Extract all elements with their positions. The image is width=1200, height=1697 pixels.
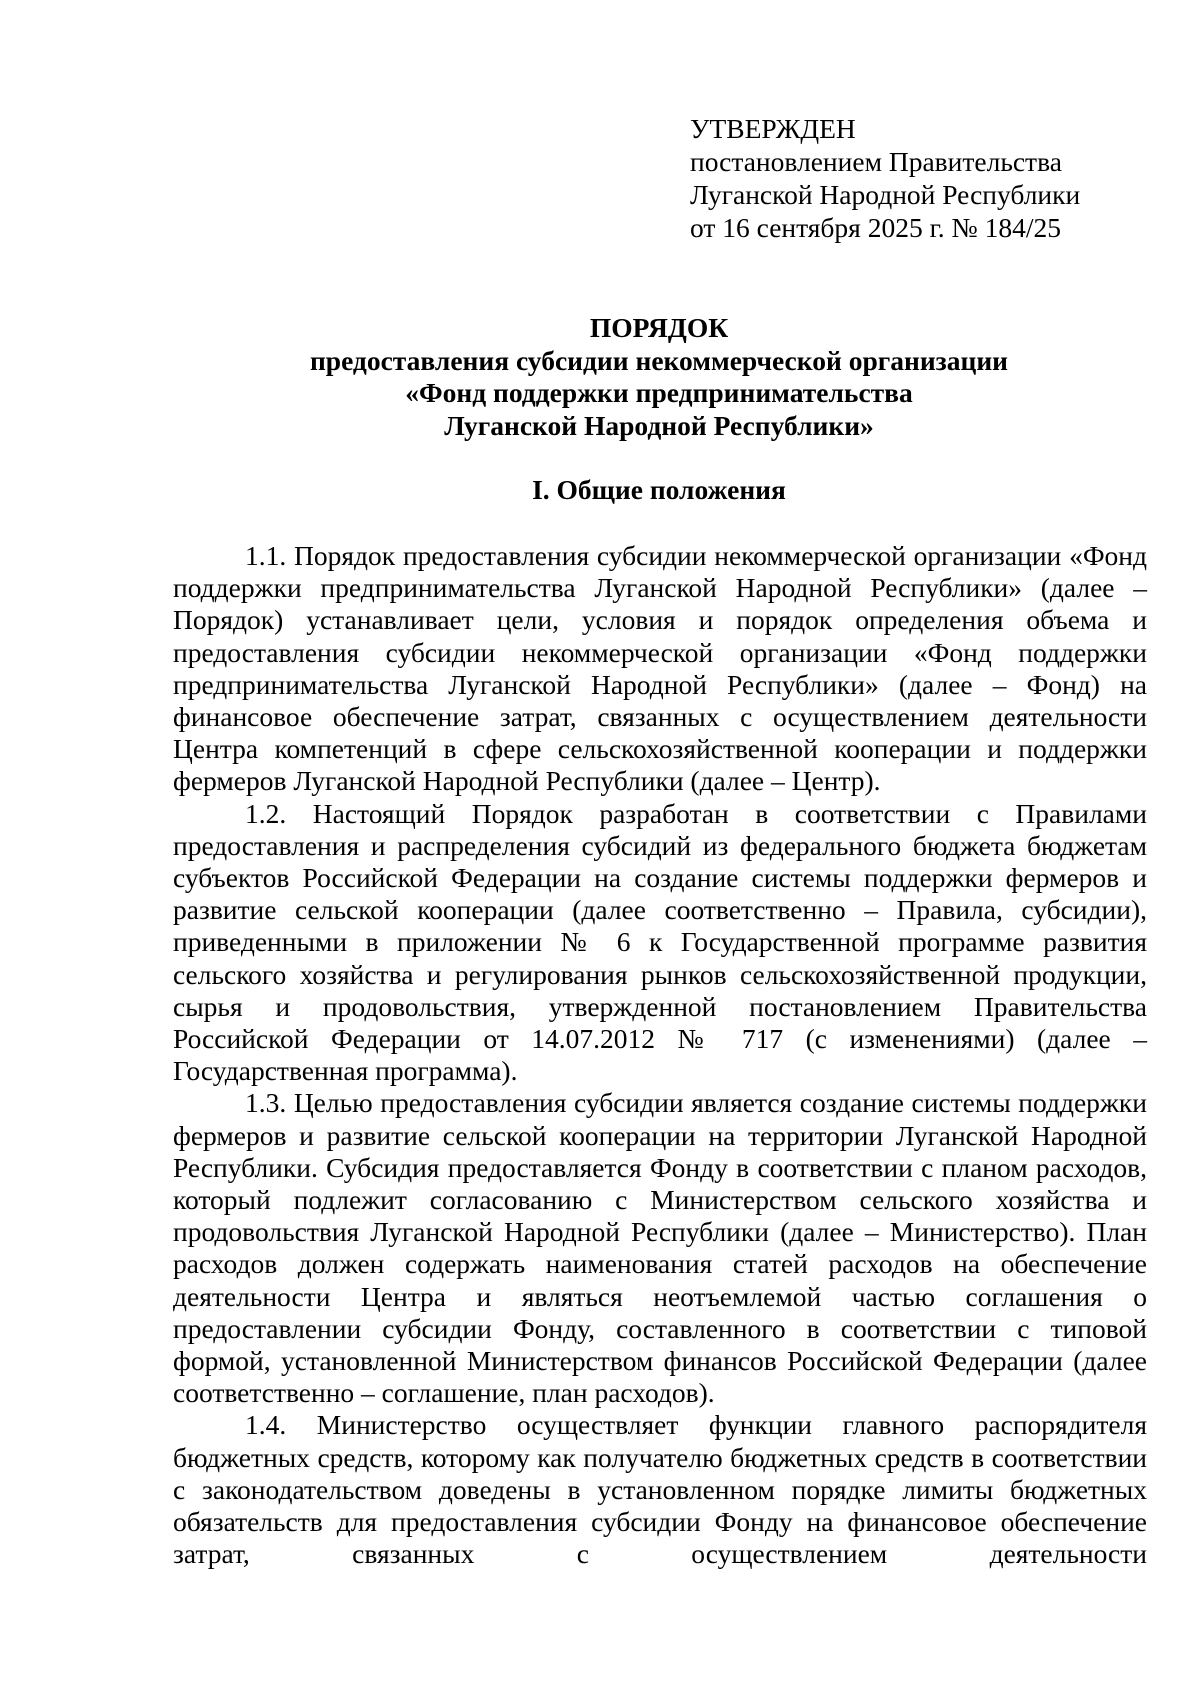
approval-line-decree: постановлением Правительства [690,146,1062,177]
document-title [170,312,1148,442]
title-line-2: предоставления субсидии некоммерческой организации [309,344,1009,376]
title-line-4: Луганской Народной Республики» [444,409,874,441]
paragraph-1-2: 1.2. Настоящий Порядок разработан в соответствии с Правилами предоставления и распределения субсидий из федерального бюджета бюджетам субъектов Российской Федерации на создание системы поддержки фермеров и развитие сельской кооперации (далее соответственно – Правила, субсидии), приведенными в приложении № 6 к Государственной программе развития сельского хозяйства и регулирования рынков сельскохозяйственной продукции, сырья и продовольствия, утвержденной постановлением Правительства Российской Федерации от 14.07.2012 № 717 (с изменениями) (далее – Государственная программа). [173,797,1147,1087]
approval-stamp [690,112,1080,244]
approval-line-date-number: от 16 сентября 2025 г. № 184/25 [690,212,1061,243]
approval-line-republic: Луганской Народной Республики [690,179,1081,210]
paragraph-1-1: 1.1. Порядок предоставления субсидии некоммерческой организации «Фонд поддержки предпринимательства Луганской Народной Республики» (далее – Порядок) устанавливает цели, условия и порядок определения объема и предоставления субсидии некоммерческой организации «Фонд поддержки предпринимательства Луганской Народной Республики» (далее – Фонд) на финансовое обеспечение затрат, связанных с осуществлением деятельности Центра компетенций в сфере сельскохозяйственной кооперации и поддержки фермеров Луганской Народной Республики (далее – Центр). [173,540,1147,797]
paragraph-1-4: 1.4. Министерство осуществляет функции главного распорядителя бюджетных средств, которому как получателю бюджетных средств в соответствии с законодательством доведены в установленном порядке лимиты бюджетных обязательств для предоставления субсидии Фонду на финансовое обеспечение затрат, связанных с осуществлением деятельности [173,1409,1147,1570]
paragraph-1-3: 1.3. Целью предоставления субсидии является создание системы поддержки фермеров и развитие сельской кооперации на территории Луганской Народной Республики. Субсидия предоставляется Фонду в соответствии с планом расходов, который подлежит согласованию с Министерством сельского хозяйства и продовольствия Луганской Народной Республики (далее – Министерство). План расходов должен содержать наименования статей расходов на обеспечение деятельности Центра и являться неотъемлемой частью соглашения о предоставлении субсидии Фонду, составленного в соответствии с типовой формой, установленной Министерством финансов Российской Федерации (далее соответственно – соглашение, план расходов). [173,1087,1147,1409]
title-line-3: «Фонд поддержки предпринимательства [405,377,913,408]
document-body [173,540,1147,1571]
title-line-1: ПОРЯДОК [589,312,729,343]
section-heading: I. Общие положения [532,474,786,505]
approval-line-approved: УТВЕРЖДЕН [690,113,856,144]
